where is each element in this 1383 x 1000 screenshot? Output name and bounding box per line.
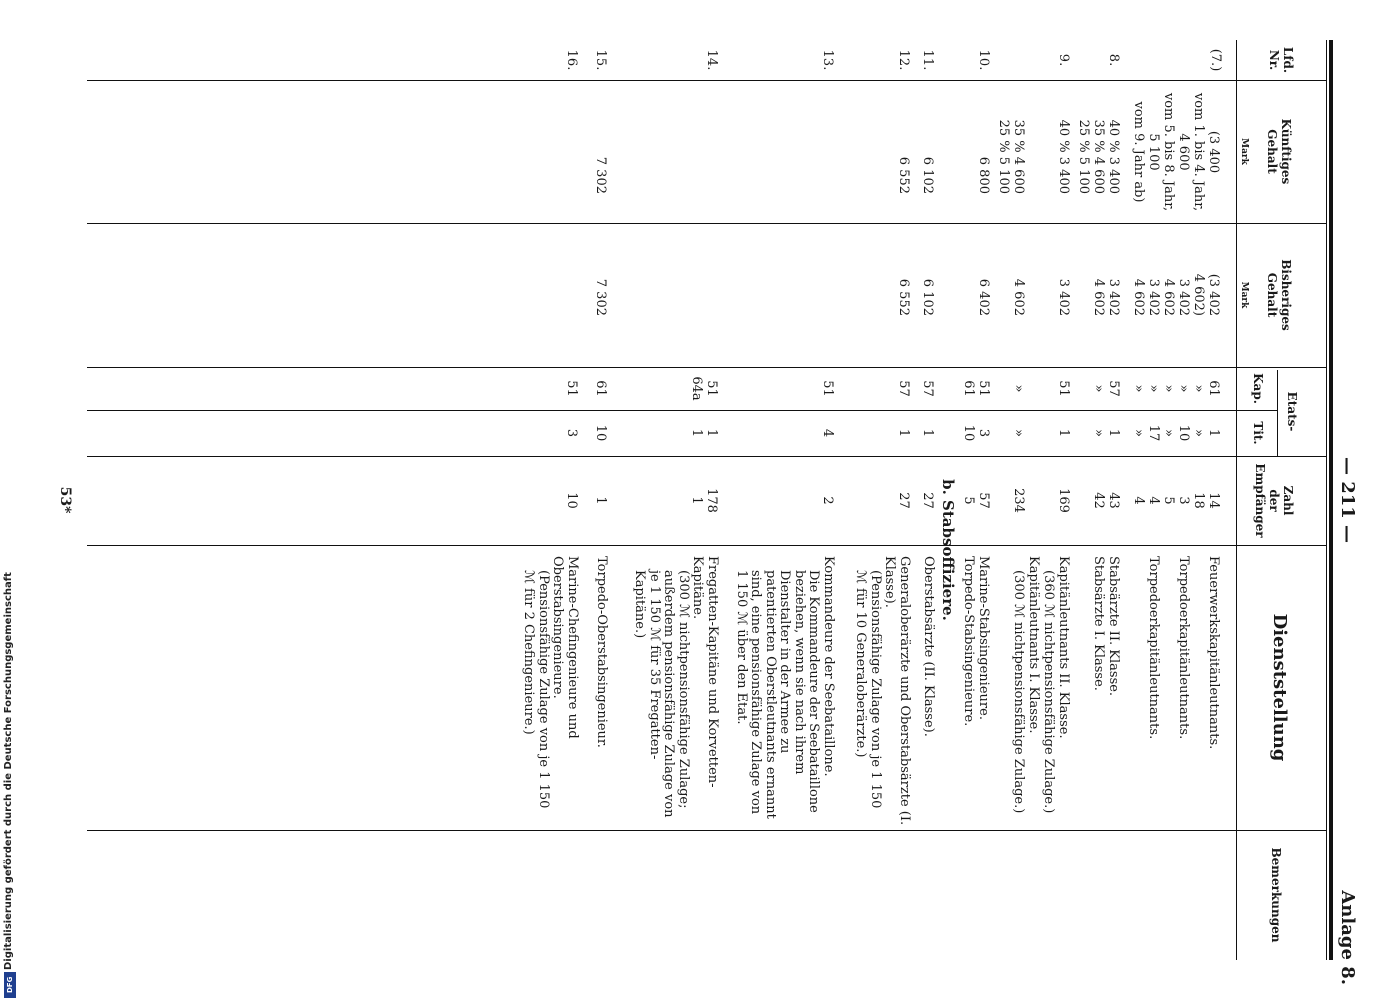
row-9-zahl: 169 234	[1011, 488, 1071, 513]
row-7-zahl: 14 18 3 5 4 4	[1131, 492, 1221, 509]
annex-label: Anlage 8.	[1337, 890, 1358, 985]
row-14-dienst: Fregatten-Kapitäne und Korvetten-Kapitäne. (300 ℳ nichtpensionsfähige Zulage; außerdem pensionsfähige Zulage von je 1 150 ℳ für 35 Fregatten-Kapitäne.)	[632, 556, 720, 818]
row-16-kap: 51	[564, 380, 579, 397]
row-7-kap: 61 » » » » »	[1131, 380, 1221, 397]
row-10-kuenftig: 6 800	[976, 156, 991, 194]
row-13-nr: 13.	[820, 49, 835, 71]
row-11-dienst: Oberstabsärzte (II. Klasse).	[921, 556, 936, 737]
row-12-kap: 57	[896, 380, 911, 397]
row-11-bisher: 6 102	[920, 278, 935, 316]
row-11-tit: 1	[920, 428, 935, 438]
row-13-zahl: 2	[820, 496, 835, 505]
row-14-nr: 14.	[704, 49, 719, 71]
row-8-tit: 1 »	[1091, 428, 1121, 438]
row-10-zahl: 57 5	[961, 492, 991, 509]
row-10-bisher: 6 402	[976, 278, 991, 316]
etats-rule	[1277, 370, 1278, 456]
row-13-dienst: Kommandeure der Seebataillone. Die Kommandeure der Seebataillone beziehen, wenn sie nach ihrem Dienstalter in der Armee zu patentierten Oberstleutnants ernannt sind, eine pensionsfähige Zulage von 1 150 ℳ über den Etat.	[734, 556, 836, 819]
row-14-tit: 1 1	[689, 428, 719, 438]
header-lfd-nr: Lfd. Nr.	[1267, 46, 1295, 74]
unit-kuenftig: Mark	[1239, 138, 1249, 165]
row-10-tit: 3 10	[961, 424, 991, 442]
row-8-dienst: Stabsärzte II. Klasse. Stabsärzte I. Klasse.	[1091, 556, 1121, 697]
col-line-1	[87, 80, 1327, 81]
row-7-nr: (7.)	[1208, 48, 1223, 72]
signature-mark: 53*	[57, 486, 73, 514]
header-bisheriges-gehalt: Bisheriges Gehalt	[1265, 259, 1293, 331]
row-9-kuenftig: 40 % 3 400 35 % 4 600 25 % 5 100	[996, 119, 1071, 194]
dfg-logo: DFG	[4, 972, 16, 998]
row-13-kap: 51	[820, 380, 835, 397]
row-12-tit: 1	[896, 428, 911, 438]
row-14-kap: 51 64a	[689, 376, 719, 401]
row-8-nr: 8.	[1106, 53, 1121, 67]
row-16-dienst: Marine-Chefingenieure und Oberstabsingenieure. (Pensionsfähige Zulage von je 1 150 ℳ für 2 Chefingenieure.)	[521, 556, 580, 809]
row-7-dienst: Feuerwerkskapitänleutnants. Torpedoerkapitänleutnants. Torpedoerkapitänleutnants.	[1146, 556, 1221, 750]
row-16-tit: 3	[564, 428, 579, 438]
row-12-dienst: Generaloberärzte und Oberstabsärzte (I. Klasse). (Pensionsfähige Zulage von je 1 150 ℳ für 10 Generaloberärzte.)	[853, 556, 912, 826]
row-7-bisher: (3 402 4 602) 3 402 4 602 3 402 4 602	[1131, 273, 1221, 316]
row-8-zahl: 43 42	[1091, 492, 1121, 509]
page-number: — 211 —	[1337, 456, 1358, 544]
row-15-zahl: 1	[593, 496, 608, 505]
row-11-kap: 57	[920, 380, 935, 397]
row-15-kuenftig: 7 302	[593, 156, 608, 194]
row-13-tit: 4	[820, 428, 835, 438]
row-11-kuenftig: 6 102	[920, 156, 935, 194]
header-bemerkungen: Bemerkungen	[1269, 847, 1283, 943]
unit-bisher: Mark	[1239, 281, 1249, 309]
row-14-zahl: 178 1	[689, 488, 719, 513]
digitization-note: Digitalisierung gefördert durch die Deutsche Forschungsgemeinschaft	[3, 572, 14, 970]
row-15-dienst: Torpedo-Oberstabsingenieur.	[594, 556, 609, 748]
section-heading-stabsoffiziere: b. Stabsoffiziere.	[939, 479, 957, 621]
row-15-bisher: 7 302	[593, 278, 608, 316]
top-rule	[1329, 40, 1333, 960]
col-line-2	[87, 223, 1327, 224]
col-line-6	[87, 545, 1327, 546]
row-12-zahl: 27	[896, 492, 911, 509]
row-12-nr: 12.	[896, 49, 911, 71]
row-15-kap: 61	[593, 380, 608, 397]
row-15-tit: 10	[593, 424, 608, 442]
row-11-zahl: 27	[920, 492, 935, 509]
col-line-7	[87, 830, 1327, 831]
row-9-dienst: Kapitänleutnants II. Klasse. (360 ℳ nichtpensionsfähige Zulage.) Kapitänleutnants I. Klasse. (300 ℳ nichtpensionsfähige Zulage.)	[1011, 556, 1071, 814]
row-10-dienst: Marine-Stabsingenieure. Torpedo-Stabsingenieure.	[961, 556, 991, 727]
row-16-nr: 16.	[564, 49, 579, 71]
header-kuenftiges-gehalt: Künftiges Gehalt	[1265, 118, 1293, 185]
header-rule	[1236, 40, 1237, 960]
header-dienststellung: Dienststellung	[1269, 613, 1290, 762]
header-tit: Tit.	[1251, 421, 1265, 445]
header-etats: Etats-	[1285, 391, 1299, 432]
row-12-kuenftig: 6 552	[896, 156, 911, 194]
row-10-nr: 10.	[976, 49, 991, 71]
row-7-kuenftig: (3 400 vom 1. bis 4. Jahr, 4 600 vom 5. bis 8. Jahr, 5 100 vom 9. Jahr ab)	[1131, 92, 1221, 212]
top-rule-thin	[1326, 40, 1327, 960]
header-kap: Kap.	[1251, 373, 1265, 404]
row-7-tit: 1 » 10 » 17 »	[1131, 424, 1221, 442]
row-9-nr: 9.	[1056, 53, 1071, 67]
row-11-nr: 11.	[920, 49, 935, 71]
row-16-zahl: 10	[564, 492, 579, 509]
row-15-nr: 15.	[593, 49, 608, 71]
row-12-bisher: 6 552	[896, 278, 911, 316]
row-9-tit: 1 »	[1011, 428, 1071, 438]
header-zahl-der-empfaenger: Zahl der Empfänger	[1253, 463, 1295, 538]
row-8-bisher: 3 402 4 602	[1091, 278, 1121, 316]
row-10-kap: 51 61	[961, 380, 991, 397]
row-8-kap: 57 »	[1091, 380, 1121, 397]
row-9-kap: 51 »	[1011, 380, 1071, 397]
row-8-kuenftig: 40 % 3 400 35 % 4 600 25 % 5 100	[1076, 119, 1121, 194]
row-9-bisher: 3 402 4 602	[1011, 278, 1071, 316]
